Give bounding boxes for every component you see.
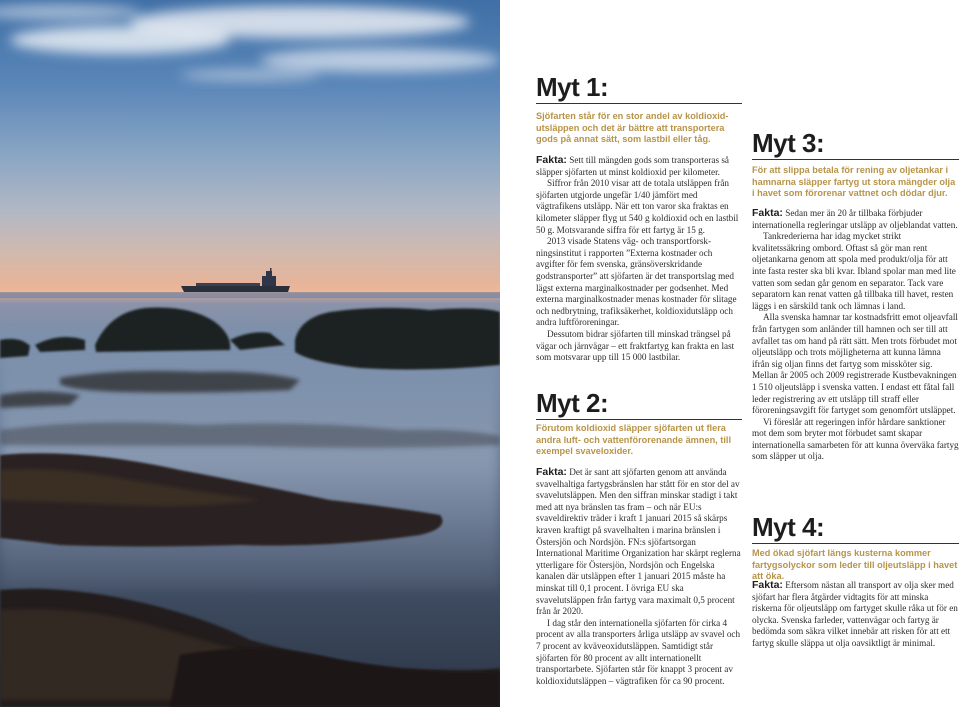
paragraph: Siffror från 2010 visar att de totala utsläppen från sjöfarten utgjorde ungefär 1/40 jämfört med vägtrafikens utsläpp. När ett ton varor ska fraktas en kilometer släpper flyg ut 540 g koldioxid och en lastbil 50 g. Motsvarande siffra för ett fartyg är 15 g. <box>536 178 739 235</box>
myth-4-body <box>752 580 959 650</box>
myth-4-claim: Med ökad sjöfart längs kusterna kommer fartygsolyckor som leder till oljeutsläpp i havet att öka. <box>752 548 958 581</box>
myth-3-body <box>752 208 959 463</box>
fakta-text: Sedan mer än 20 år tillbaka förbjuder internationella regleringar utsläpp av oljeblandat vatten. <box>752 208 958 230</box>
paragraph: Alla svenska hamnar tar kostnadsfritt emot oljeavfall från fartygen som anländer till hamnen och ser till att avfallet tas om hand på rätt sätt. Men trots förbudet mot oljeutsläpp och trots möjligheterna att kunna lämna ifrån sig oljan finns det fartyg som missköter sig. Mellan år 2005 och 2009 registrerade Kustbevakningen 1 510 oljeutsläpp i svenska vatten. I endast ett fåtal fall leder registrering av ett utsläpp till straff eller föroreningsavgift för fartyget som genomfört utsläppet. <box>752 312 958 416</box>
myth-2-claim: Förutom koldioxid släpper sjöfarten ut flera andra luft- och vattenförorenande ämnen, till exempel svaveloxider. <box>536 423 732 456</box>
myth-2-body <box>536 467 742 687</box>
myth-1-fakta <box>536 155 742 178</box>
horizon <box>0 292 500 298</box>
myth-1-claim: Sjöfarten står för en stor andel av koldioxidutsläppen och det är bättre att transportera gods på annat sätt, som lastbil eller tåg. <box>536 111 729 144</box>
paragraph: Vi föreslår att regeringen inför hårdare sanktioner mot dem som bryter mot förbudet samt skapar internationella samarbeten för att kunna överväka fartyg som släpper ut olja. <box>752 416 959 462</box>
cargo-ship-silhouette <box>181 268 290 292</box>
fakta-label: Fakta: <box>752 207 783 219</box>
myth-4-fakta <box>752 580 959 650</box>
fakta-text: Eftersom nästan all transport av olja sker med sjöfart har flera åtgärder vidtagits för att minska riskerna för oljeutsläpp om fartyget skulle råka ut för en olycka. Svenska farleder, vattenvägar och fartyg är bedömda som säkra vilket innebär att risken för att ett fartyg skulle släppa ut olja oavsiktligt är minimal. <box>752 580 958 648</box>
myth-2-heading: Myt 2: <box>536 390 742 420</box>
fakta-text: Sett till mängden gods som transporteras så släpper sjöfarten ut minst koldioxid per kilometer. <box>536 155 729 177</box>
fakta-label: Fakta: <box>536 466 567 478</box>
myth-3-claim: För att slippa betala för rening av oljetankar i hamnarna släpper fartyg ut stora mängder olja i havet som förorenar vattnet och dödar djur. <box>752 165 956 198</box>
paragraph: I dag står den internationella sjöfarten för cirka 4 procent av alla transporters årliga utsläpp av svavel och 7 procent av kväveoxidutsläppen. Samtidigt står sjöfarten för 80 procent av allt internationellt transportarbete. Sjöfarten står för knappt 3 procent av koldioxidutsläppen – vägtrafiken för ca 90 procent. <box>536 617 741 686</box>
clouds <box>0 4 500 81</box>
fakta-text: Det är sant att sjöfarten genom att använda svavelhaltiga fartygsbränslen har stått för en stor del av svavelutsläppen. Men den siffran minskar stadigt i takt med att nya bränslen tas fram – och när EU:s svaveldirektiv träder i kraft 1 januari 2015 så skärps kraven kraftigt på svavelhalten i marina bränslen i Östersjön och Nordsjön. FN:s sjöfartsorgan International Maritime Organization har skärpt reglerna ytterligare för Östersjön, Nordsjön och Engelska kanalen där utsläppen efter 1 januari 2015 måste ha minskat till 0,1 procent. I övriga EU ska svavelutsläppen från fartyg vara maximalt 0,5 procent från år 2020. <box>536 467 741 617</box>
paragraph: Tankrederierna har idag mycket strikt kvalitetssäkring ombord. Oftast så gör man rent oljetankarna genom att spola med produkt/olja för att inte fasta rester ska bli kvar. Ibland spolar man med lite vatten som sedan går genom en separator. Tack vare separatorn kan renat vatten gå tillbaka till havet, resten läggs i en särskild tank och lämnas i land. <box>752 231 956 311</box>
myth-1-body <box>536 155 742 364</box>
myth-1-heading: Myt 1: <box>536 74 742 104</box>
myth-3-heading: Myt 3: <box>752 130 959 160</box>
paragraph: Dessutom bidrar sjöfarten till minskad trängsel på vägar och järnvägar – ett fraktfartyg kan frakta en last som motsvarar upp till 15 000 lastbilar. <box>536 328 735 363</box>
myth-2-fakta <box>536 467 742 618</box>
fakta-label: Fakta: <box>752 579 783 591</box>
myth-4-heading: Myt 4: <box>752 514 959 544</box>
paragraph: 2013 visade Statens väg- och transportforskningsinstitut i rapporten ”Externa kostnader och avgifter för fem svenska, gränsöverskridande godstransporter” att sjöfarten är det transportslag med lägst externa marginalkostnader per godsenhet. Med externa marginalkostnader menas kostnader för slitage och nedbrytning, trafiksäkerhet, koldioxidutsläpp och andra luftföroreningar. <box>536 236 737 328</box>
fakta-label: Fakta: <box>536 154 567 166</box>
myth-3-fakta <box>752 208 959 231</box>
